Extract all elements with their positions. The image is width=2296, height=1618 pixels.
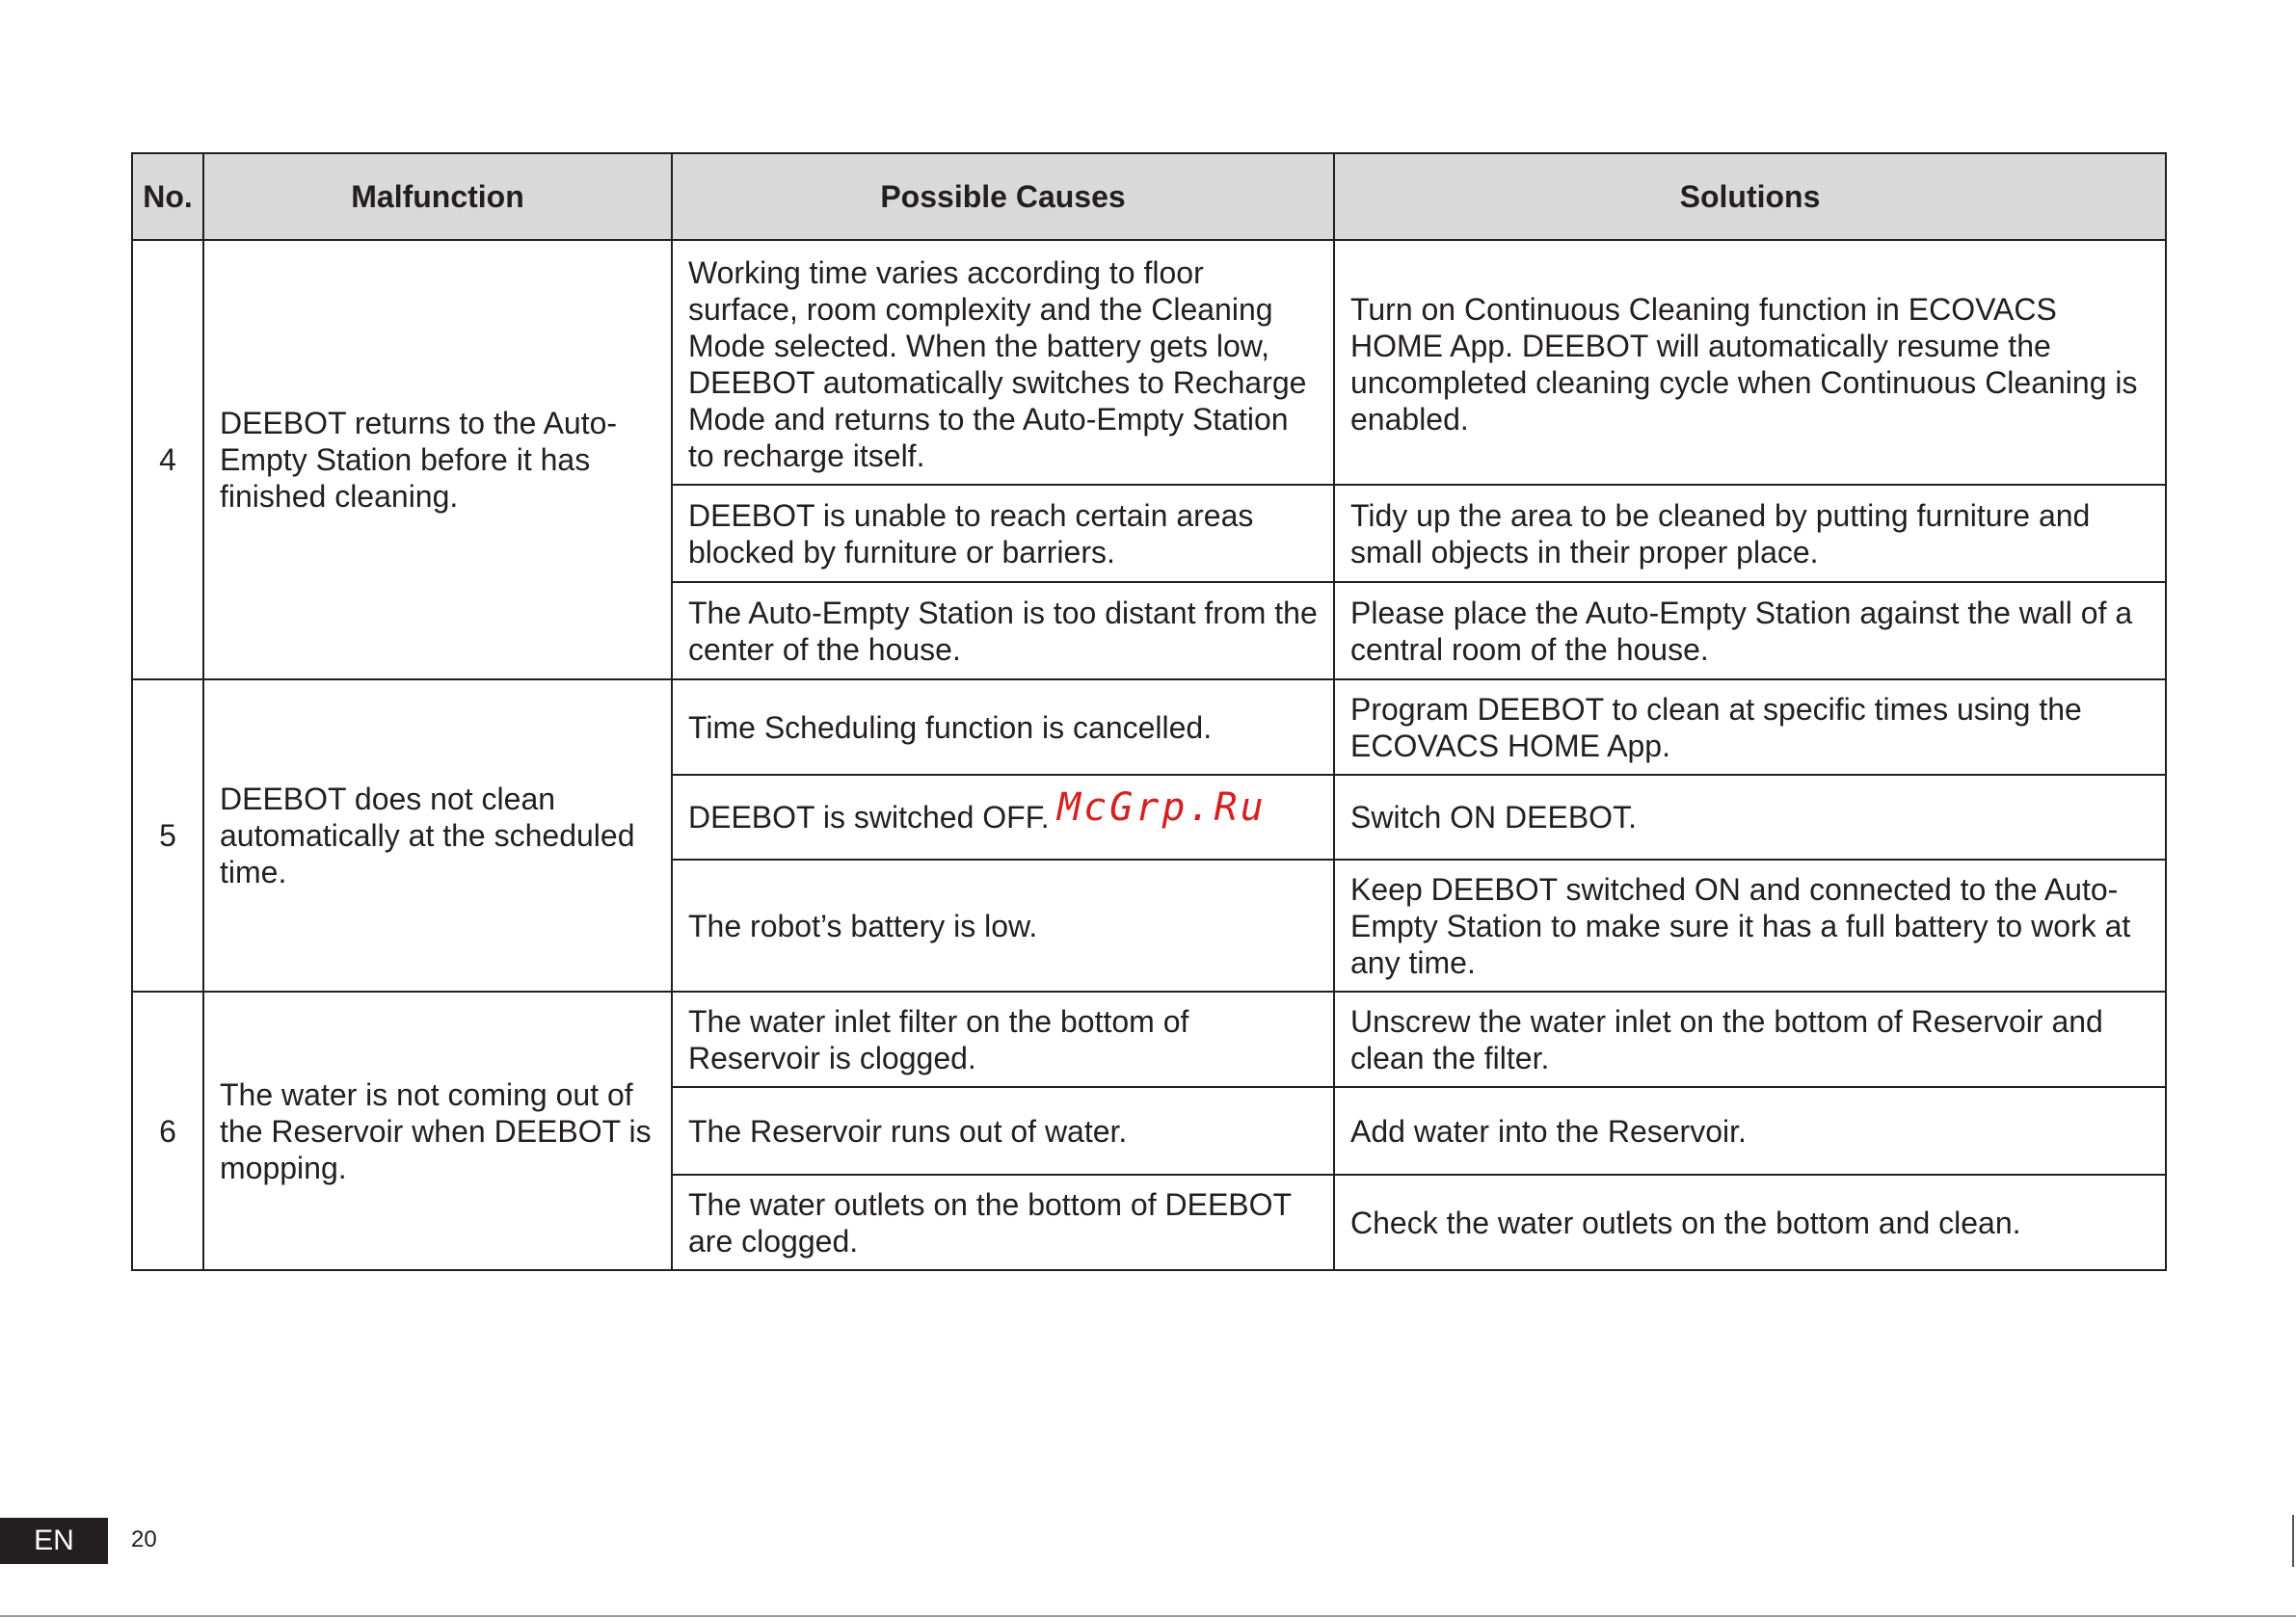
malfunction-cell: The water is not coming out of the Reservoir when DEEBOT is mopping. xyxy=(203,992,672,1270)
malfunction-cell: DEEBOT does not clean automatically at the scheduled time. xyxy=(203,679,672,992)
malfunction-cell: DEEBOT returns to the Auto-Empty Station before it has finished cleaning. xyxy=(203,240,672,679)
solution-cell: Turn on Continuous Cleaning function in ECOVACS HOME App. DEEBOT will automatically resume the uncompleted cleaning cycle when Continuous Cleaning is enabled. xyxy=(1334,240,2166,485)
cause-cell: The Reservoir runs out of water. xyxy=(672,1087,1334,1175)
solution-cell: Please place the Auto-Empty Station against the wall of a central room of the house. xyxy=(1334,582,2166,679)
solution-cell: Unscrew the water inlet on the bottom of Reservoir and clean the filter. xyxy=(1334,992,2166,1087)
solution-cell: Tidy up the area to be cleaned by putting furniture and small objects in their proper place. xyxy=(1334,485,2166,582)
row-number: 5 xyxy=(132,679,203,992)
table-row xyxy=(132,240,2166,485)
cause-cell: The water outlets on the bottom of DEEBOT are clogged. xyxy=(672,1175,1334,1270)
table-row xyxy=(132,679,2166,775)
table-row xyxy=(132,992,2166,1087)
cause-cell: DEEBOT is switched OFF. xyxy=(672,775,1334,860)
cause-cell: Working time varies according to floor surface, room complexity and the Cleaning Mode selected. When the battery gets low, DEEBOT automatically switches to Recharge Mode and returns to the Auto-Empty Station to recharge itself. xyxy=(672,240,1334,485)
solution-cell: Add water into the Reservoir. xyxy=(1334,1087,2166,1175)
cause-cell: The Auto-Empty Station is too distant from the center of the house. xyxy=(672,582,1334,679)
solution-cell: Program DEEBOT to clean at specific times using the ECOVACS HOME App. xyxy=(1334,679,2166,775)
solution-cell: Check the water outlets on the bottom and clean. xyxy=(1334,1175,2166,1270)
row-number: 4 xyxy=(132,240,203,679)
cause-cell: Time Scheduling function is cancelled. xyxy=(672,679,1334,775)
language-badge: EN xyxy=(0,1518,108,1564)
cause-cell: DEEBOT is unable to reach certain areas blocked by furniture or barriers. xyxy=(672,485,1334,582)
header-malfunction: Malfunction xyxy=(203,153,672,240)
cause-cell: The robot’s battery is low. xyxy=(672,860,1334,992)
watermark-text: McGrp.Ru xyxy=(1057,785,1267,830)
row-number: 6 xyxy=(132,992,203,1270)
header-solutions: Solutions xyxy=(1334,153,2166,240)
header-possible-causes: Possible Causes xyxy=(672,153,1334,240)
solution-cell: Switch ON DEEBOT. xyxy=(1334,775,2166,860)
solution-cell: Keep DEEBOT switched ON and connected to the Auto-Empty Station to make sure it has a full battery to work at any time. xyxy=(1334,860,2166,992)
header-no: No. xyxy=(132,153,203,240)
page-number: 20 xyxy=(131,1526,157,1552)
troubleshooting-table xyxy=(131,152,2167,1271)
page-edge-mark xyxy=(2292,1515,2294,1567)
table-header-row xyxy=(132,153,2166,240)
troubleshooting-table-wrapper xyxy=(131,152,2165,1271)
cause-cell: The water inlet filter on the bottom of Reservoir is clogged. xyxy=(672,992,1334,1087)
bottom-divider xyxy=(0,1615,2296,1617)
